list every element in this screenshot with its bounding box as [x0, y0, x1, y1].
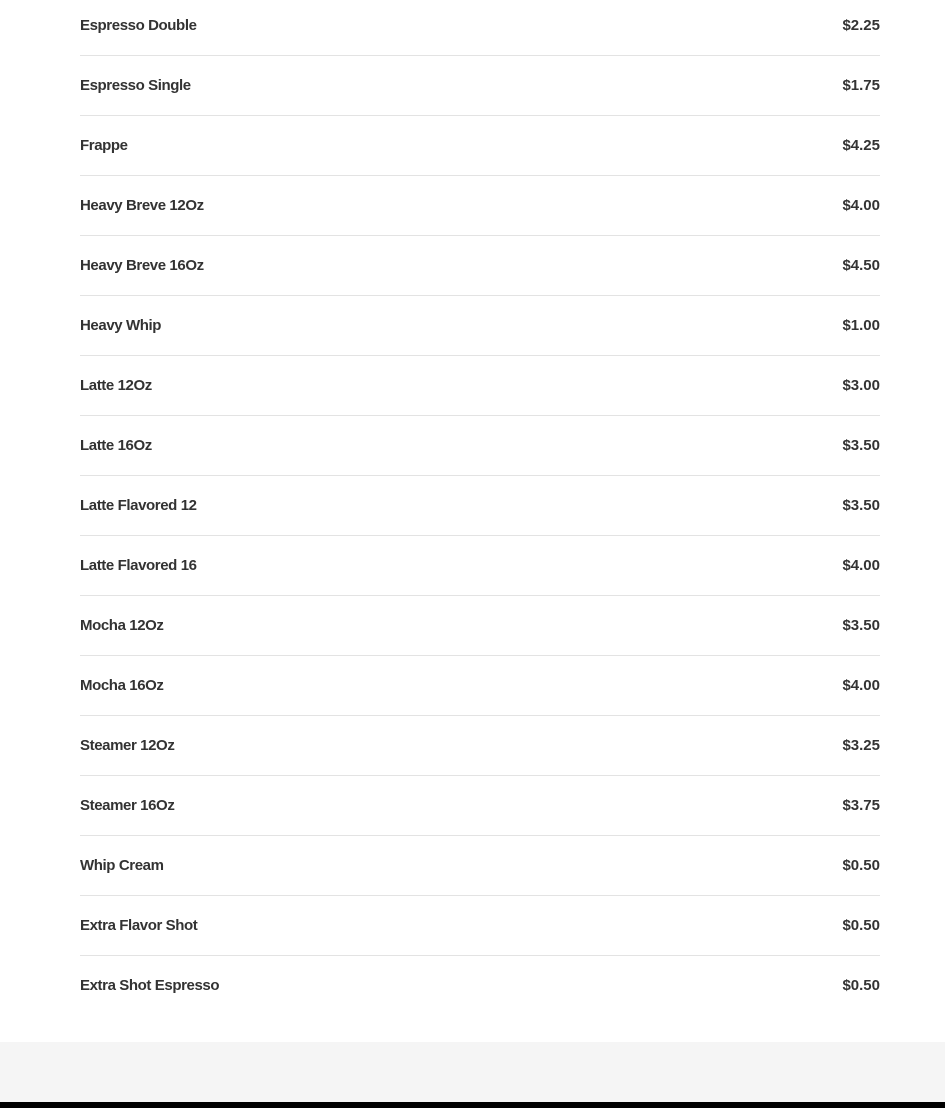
menu-item [80, 716, 880, 776]
menu-item-price: $3.50 [842, 437, 880, 454]
menu-item-price: $2.25 [842, 17, 880, 34]
menu-item [80, 176, 880, 236]
menu-item-name: Extra Flavor Shot [80, 917, 198, 934]
menu-item [80, 956, 880, 1015]
menu-item-price: $0.50 [842, 857, 880, 874]
menu-item-price: $4.50 [842, 257, 880, 274]
menu-item [80, 296, 880, 356]
menu-item [80, 116, 880, 176]
menu-item-price: $4.00 [842, 677, 880, 694]
menu-item [80, 416, 880, 476]
menu-item-name: Mocha 12Oz [80, 617, 164, 634]
menu-item-name: Steamer 12Oz [80, 737, 175, 754]
menu-item-name: Latte Flavored 16 [80, 557, 197, 574]
menu-item-name: Frappe [80, 137, 128, 154]
menu-item-price: $3.00 [842, 377, 880, 394]
menu-item-price: $4.00 [842, 557, 880, 574]
menu-item-price: $0.50 [842, 977, 880, 994]
menu-item [80, 356, 880, 416]
menu-item [80, 56, 880, 116]
menu-item [80, 836, 880, 896]
menu-item [80, 0, 880, 56]
footer-bar [0, 1102, 945, 1108]
menu-item-name: Steamer 16Oz [80, 797, 175, 814]
menu-item-price: $1.00 [842, 317, 880, 334]
menu-item-name: Latte 12Oz [80, 377, 152, 394]
menu-item-price: $4.25 [842, 137, 880, 154]
menu-item [80, 896, 880, 956]
menu-item-name: Mocha 16Oz [80, 677, 164, 694]
menu-item-price: $3.50 [842, 497, 880, 514]
menu-item-price: $3.50 [842, 617, 880, 634]
menu-item-name: Whip Cream [80, 857, 164, 874]
menu-item [80, 536, 880, 596]
menu-item-name: Heavy Breve 12Oz [80, 197, 204, 214]
menu-item [80, 236, 880, 296]
menu-item [80, 476, 880, 536]
menu-item [80, 596, 880, 656]
menu-item-price: $4.00 [842, 197, 880, 214]
menu-item-price: $3.75 [842, 797, 880, 814]
menu-list [80, 0, 880, 1015]
footer-band [0, 1042, 945, 1102]
menu-item-name: Extra Shot Espresso [80, 977, 220, 994]
menu-item-name: Latte 16Oz [80, 437, 152, 454]
menu-item-name: Latte Flavored 12 [80, 497, 197, 514]
menu-item-name: Espresso Double [80, 17, 197, 34]
menu-item-price: $0.50 [842, 917, 880, 934]
menu-item-name: Heavy Whip [80, 317, 162, 334]
menu-item-price: $3.25 [842, 737, 880, 754]
menu-item-name: Espresso Single [80, 77, 191, 94]
menu-item [80, 776, 880, 836]
menu-item [80, 656, 880, 716]
menu-item-price: $1.75 [842, 77, 880, 94]
menu-item-name: Heavy Breve 16Oz [80, 257, 204, 274]
